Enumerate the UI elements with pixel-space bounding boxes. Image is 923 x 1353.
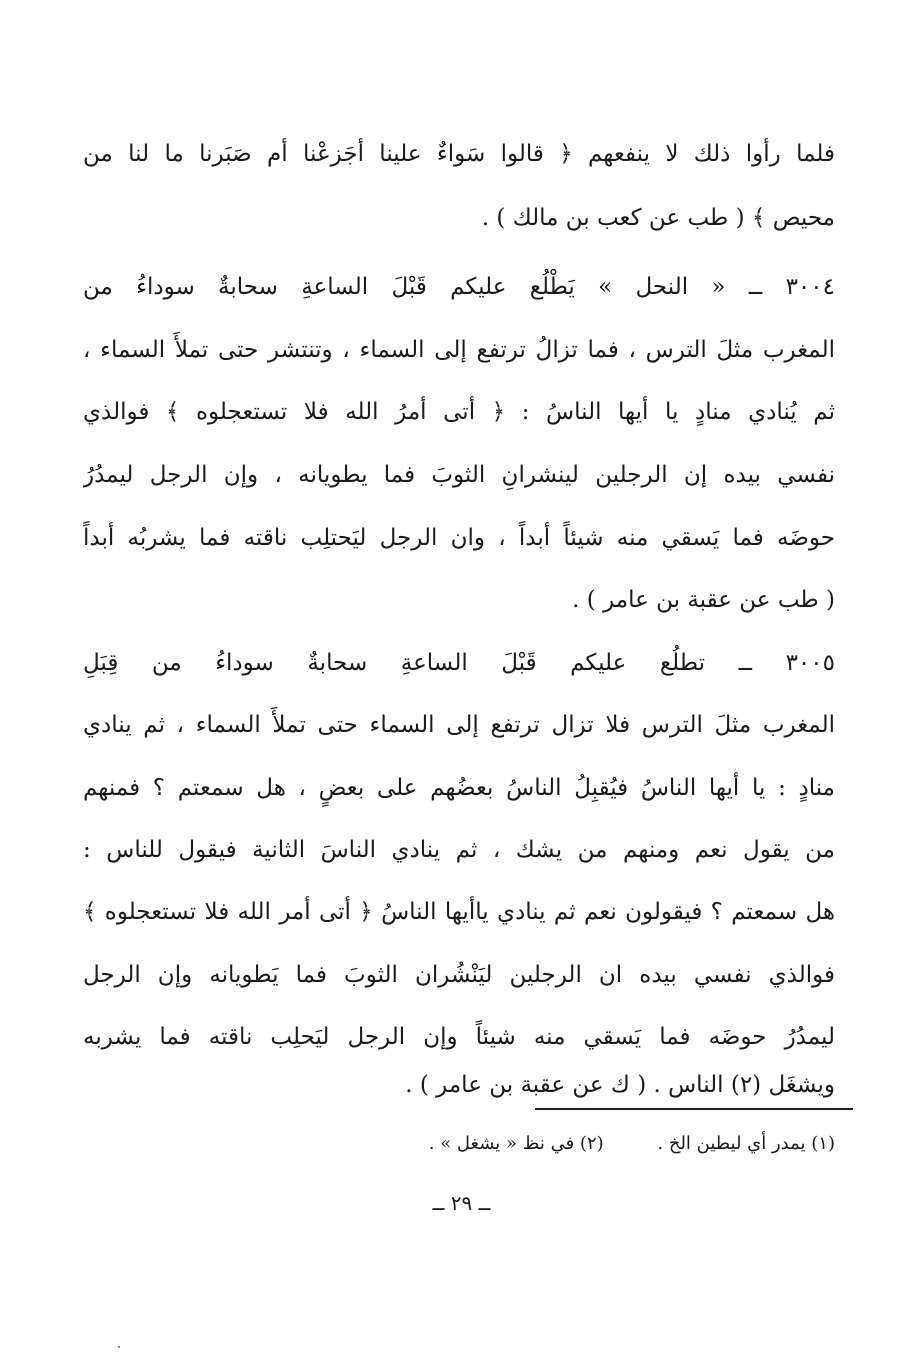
text-line: هل سمعتم ؟ فيقولون نعم ثم ينادي ياأيها الناسُ ﴿ أتى أمر الله فلا تستعجلوه ﴾: [83, 899, 835, 925]
text-line: نفسي بيده إن الرجلين لينشرانِ الثوبَ فما يطويانه ، وإن الرجل ليمدُرُ: [83, 462, 835, 488]
text-line: منادٍ : يا أيها الناسُ فيُقبِلُ الناسُ بعضُهم على بعضٍ ، هل سمعتم ؟ فمنهم: [83, 775, 835, 801]
footnote-2: (٢) في نظ « يشغل » .: [428, 1133, 604, 1154]
text-line: المغرب مثلَ الترس ، فما تزالُ ترتفع إلى السماء ، وتنتشر حتى تملأَ السماء ،: [83, 337, 835, 363]
text-line: المغرب مثلَ الترس فلا تزال ترتفع إلى السماء حتى تملأَ السماء ، ثم ينادي: [83, 712, 835, 738]
text-line: ( طب عن عقبة بن عامر ) .: [572, 587, 835, 613]
text-line: محيص ﴾ ( طب عن كعب بن مالك ) .: [481, 205, 835, 231]
text-line: ليمدُرُ حوضَه فما يَسقي منه شيئاً وإن الرجل ليَحلِب ناقته فما يشربه: [83, 1024, 835, 1050]
footnote-divider: [535, 1108, 853, 1110]
footnote-1: (١) يمدر أي ليطين الخ .: [657, 1133, 835, 1154]
text-line: فلما رأوا ذلك لا ينفعهم ﴿ قالوا سَواءٌ علينا أجَزعْنا أم صَبَرنا ما لنا من: [83, 141, 835, 167]
scan-speck: [118, 1346, 120, 1348]
text-line: ٣٠٠٤ ــ « النحل » يَطْلُع عليكم قَبْلَ الساعةِ سحابةٌ سوداءُ من: [83, 274, 835, 300]
text-line: ثم يُنادي منادٍ يا أيها الناسُ : ﴿ أتى أمرُ الله فلا تستعجلوه ﴾ فوالذي: [83, 399, 835, 425]
page-number: ــ ٢٩ ــ: [432, 1191, 491, 1215]
text-line: ويشغَل (٢) الناس . ( ك عن عقبة بن عامر ) .: [405, 1072, 835, 1098]
text-line: من يقول نعم ومنهم من يشك ، ثم ينادي الناسَ الثانية فيقول للناس :: [83, 837, 835, 863]
text-line: فوالذي نفسي بيده ان الرجلين ليَنْشُران الثوبَ فما يَطويانه وإن الرجل: [83, 962, 835, 988]
text-line: ٣٠٠٥ ــ تطلُع عليكم قَبْلَ الساعةِ سحابةٌ سوداءُ من قِبَلِ: [83, 650, 835, 676]
text-line: حوضَه فما يَسقي منه شيئاً أبداً ، وان الرجل ليَحتلِب ناقته فما يشربُه أبداً: [83, 525, 835, 551]
footnotes: [83, 1127, 835, 1161]
